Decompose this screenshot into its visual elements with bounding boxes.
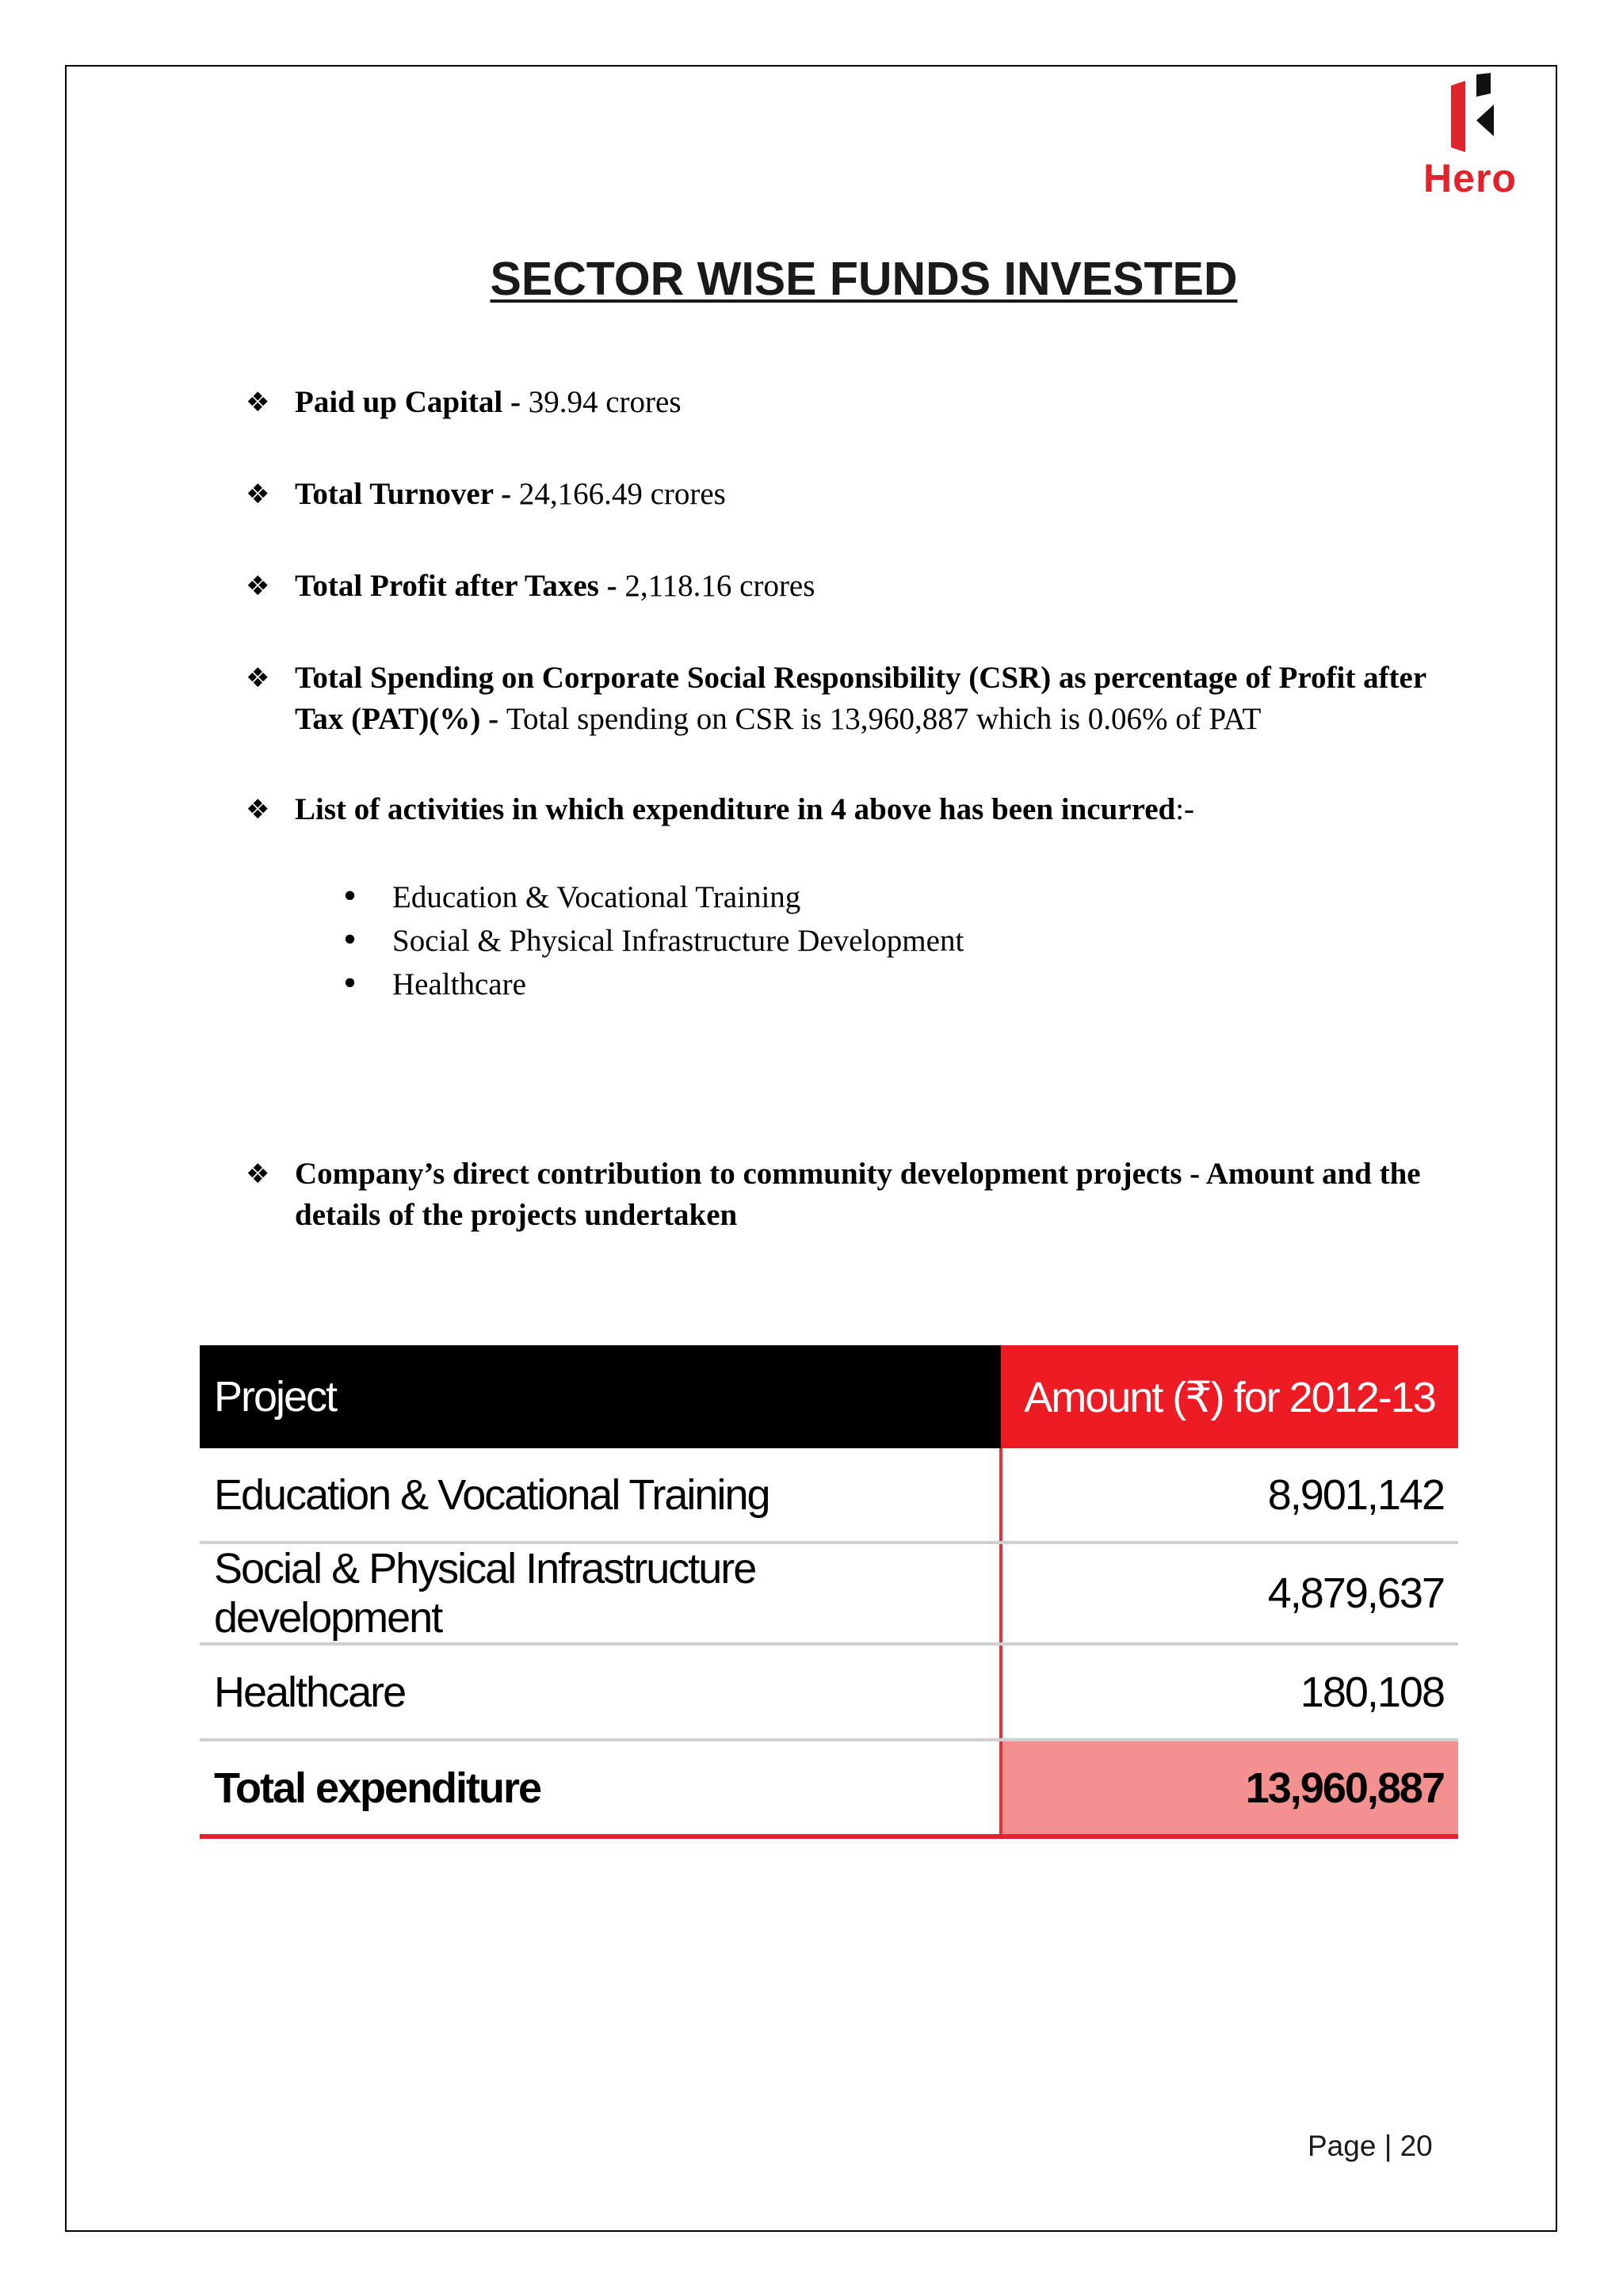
table-row — [200, 1543, 1458, 1644]
total-row — [200, 1740, 1458, 1836]
table-header-row — [200, 1345, 1458, 1448]
diamond-bullet-icon: ❖ — [246, 662, 270, 694]
project-cell: Education & Vocational Training — [200, 1448, 1001, 1543]
list-item: • Social & Physical Infrastructure Development — [341, 919, 964, 963]
total-label: Total expenditure — [200, 1740, 1001, 1836]
bullet-csr-spending: ❖ Total Spending on Corporate Social Responsibility (CSR) as percentage of Profit after Tax (PAT)(%) - Total spending on CSR is 13,960,887 which is 0.06% of PAT — [246, 658, 1434, 740]
activities-list — [341, 875, 964, 1006]
hero-mark-icon — [1415, 73, 1526, 156]
diamond-bullet-icon: ❖ — [246, 387, 270, 418]
amount-cell: 180,108 — [1001, 1644, 1458, 1740]
diamond-bullet-icon: ❖ — [246, 794, 270, 826]
header-project: Project — [200, 1345, 1001, 1448]
diamond-bullet-icon: ❖ — [246, 1158, 270, 1190]
list-item: • Education & Vocational Training — [341, 875, 964, 919]
page-title: SECTOR WISE FUNDS INVESTED — [490, 253, 1238, 305]
total-amount: 13,960,887 — [1001, 1740, 1458, 1836]
hero-logo — [1415, 73, 1526, 208]
list-item: • Healthcare — [341, 963, 964, 1006]
bullet-paid-up-capital: ❖ Paid up Capital - 39.94 crores — [246, 382, 1434, 423]
bullet-total-profit: ❖ Total Profit after Taxes - 2,118.16 crores — [246, 566, 1434, 607]
project-cell: Healthcare — [200, 1644, 1001, 1740]
table-row — [200, 1644, 1458, 1740]
project-expenditure-table — [200, 1345, 1458, 1839]
project-cell: Social & Physical Infrastructure development — [200, 1543, 1001, 1644]
logo-text: Hero — [1423, 156, 1517, 200]
page-number: Page | 20 — [1308, 2130, 1433, 2162]
header-amount: Amount (₹) for 2012-13 — [1001, 1345, 1458, 1448]
table-row — [200, 1448, 1458, 1543]
bullet-community-contribution: ❖ Company’s direct contribution to community development projects - Amount and the details of the projects undertaken — [246, 1154, 1434, 1236]
amount-cell: 4,879,637 — [1001, 1543, 1458, 1644]
diamond-bullet-icon: ❖ — [246, 570, 270, 602]
bullet-total-turnover: ❖ Total Turnover - 24,166.49 crores — [246, 474, 1434, 515]
amount-cell: 8,901,142 — [1001, 1448, 1458, 1543]
diamond-bullet-icon: ❖ — [246, 479, 270, 510]
bullet-activities: ❖ List of activities in which expenditure in 4 above has been incurred:- — [246, 789, 1434, 830]
